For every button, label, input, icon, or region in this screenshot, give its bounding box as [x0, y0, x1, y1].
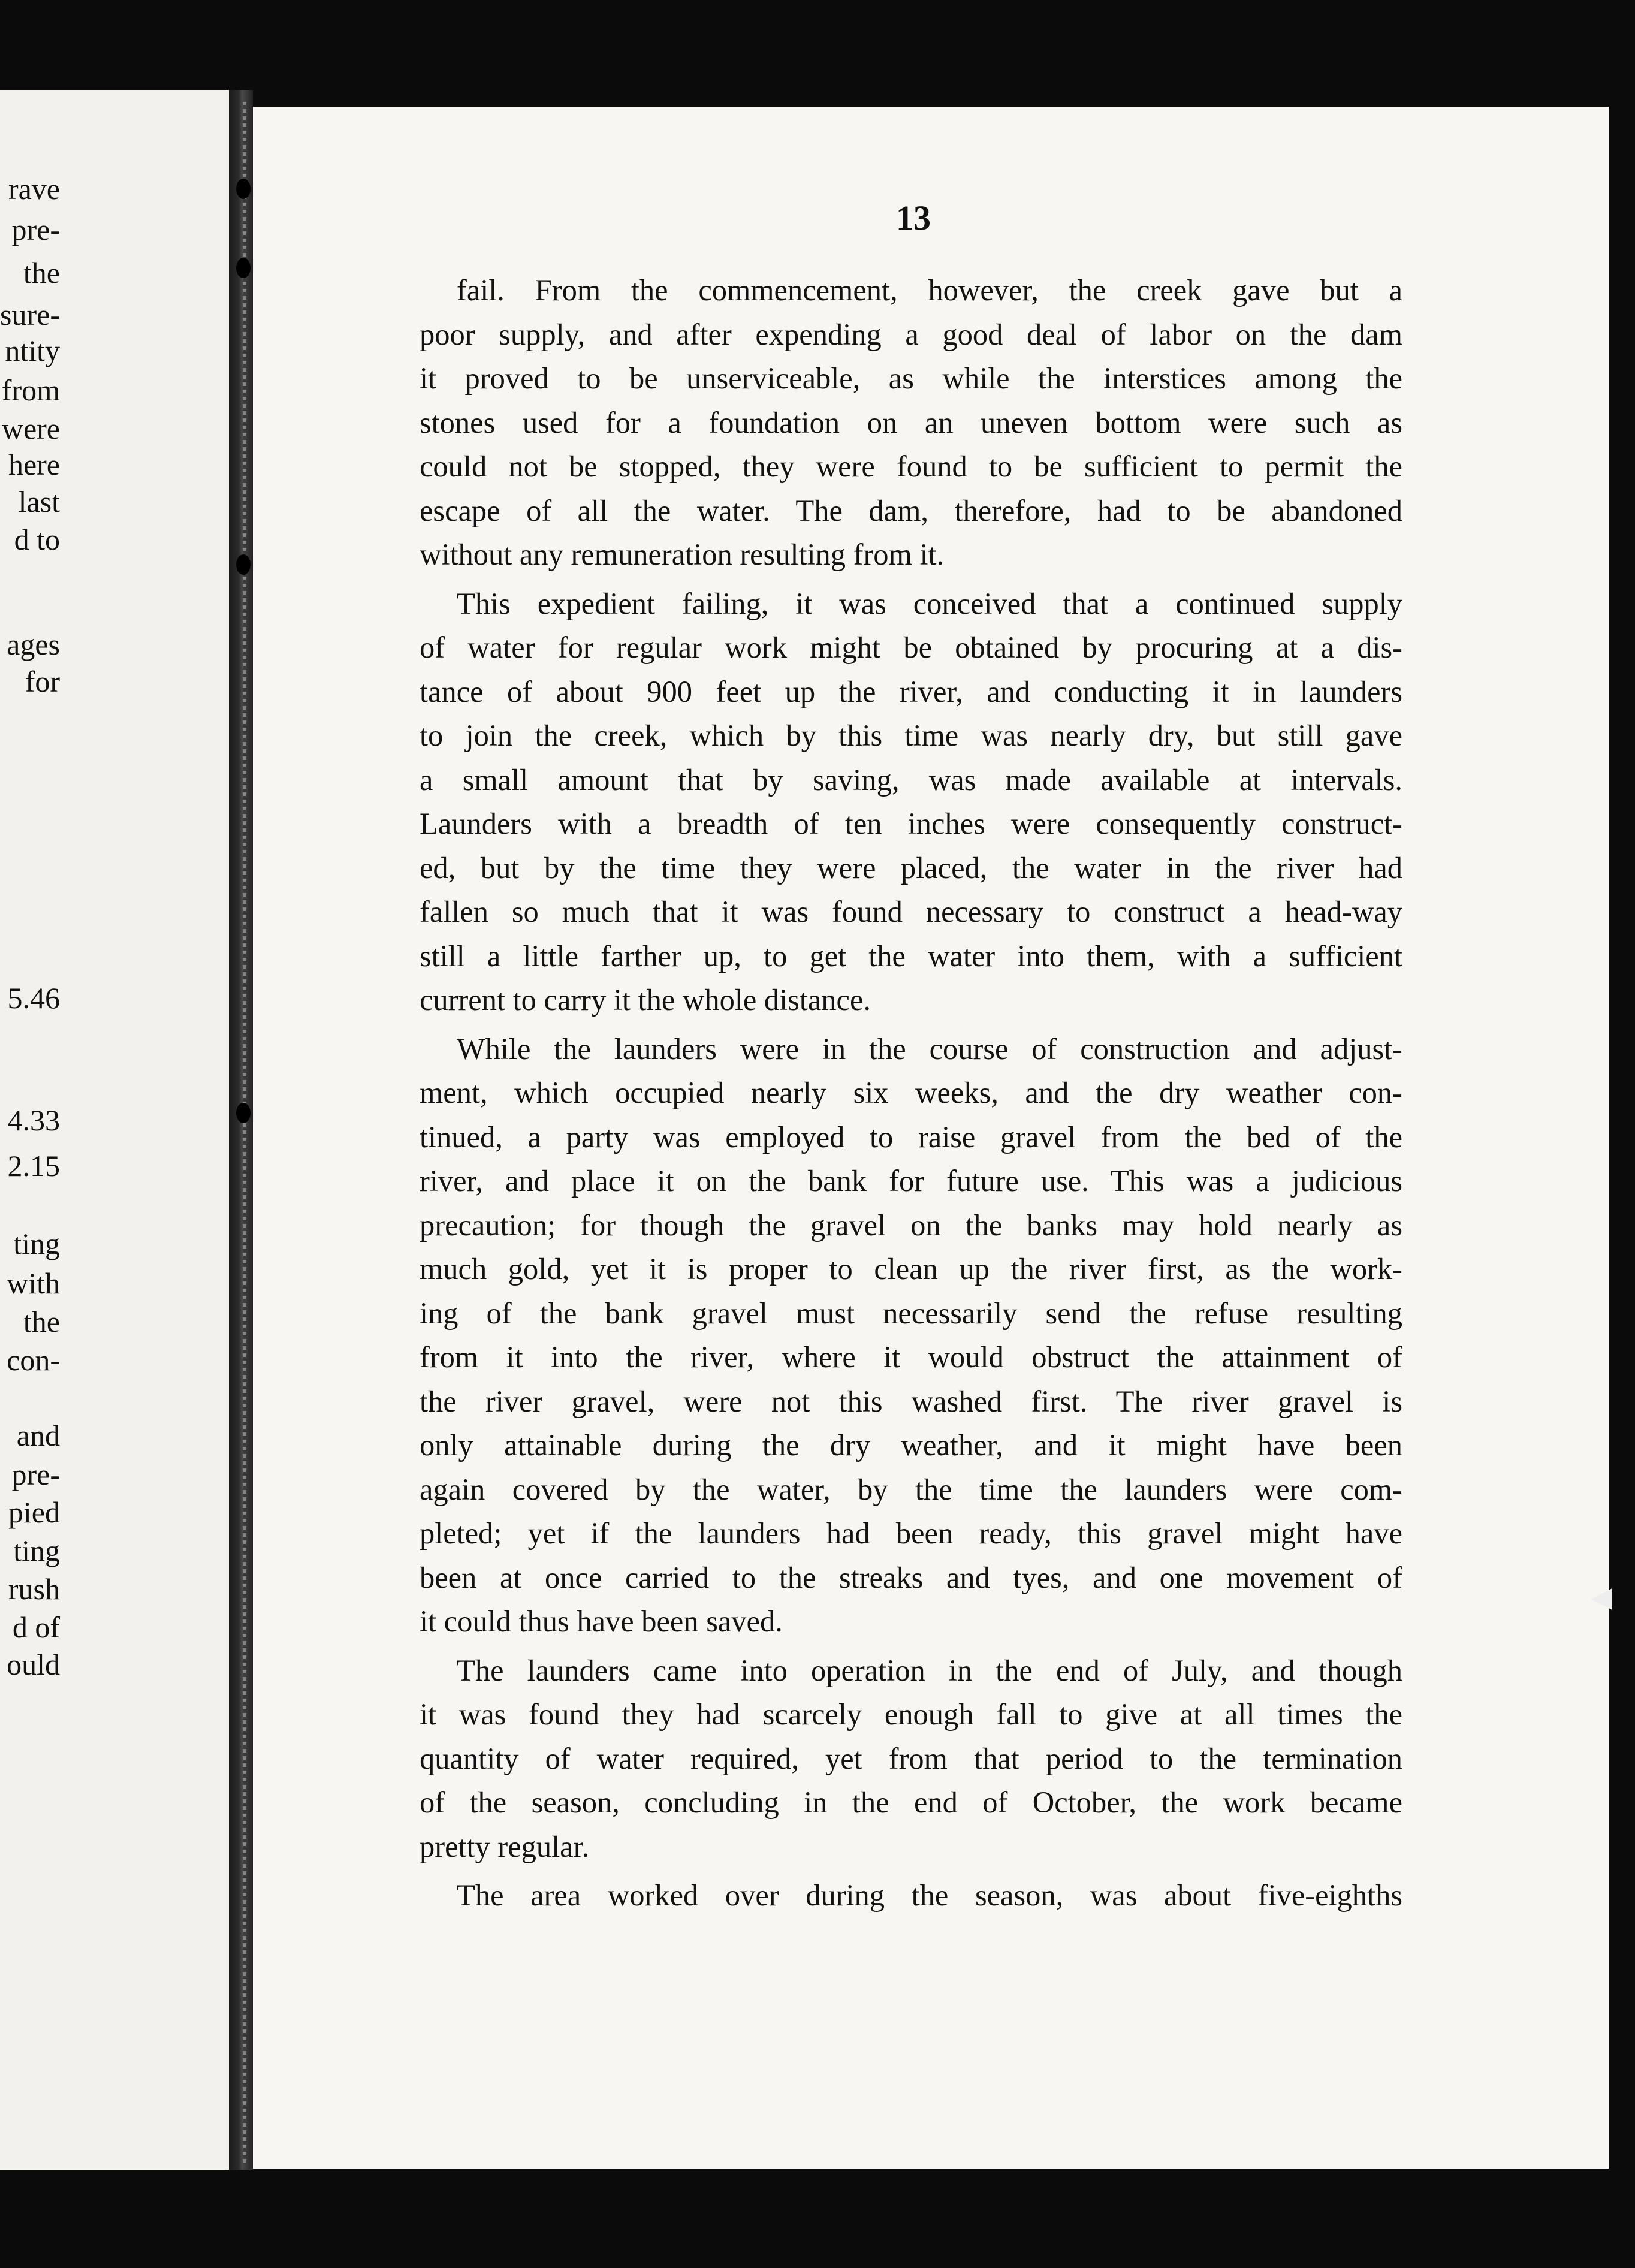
facing-page-fragment: sure- [0, 298, 60, 331]
paragraph [420, 1874, 1402, 1918]
facing-page-text [0, 90, 60, 2170]
facing-page-fragment: ages [7, 628, 60, 661]
text-line: pleted; yet if the launders had been ready, this gravel might have [420, 1516, 1402, 1550]
text-line: stones used for a foundation on an uneven bottom were such as [420, 405, 1402, 439]
text-line: escape of all the water. The dam, therefore, had to be abandoned [420, 493, 1402, 527]
text-line: current to carry it the whole distance. [420, 983, 871, 1017]
text-line: precaution; for though the gravel on the banks may hold nearly as [420, 1208, 1402, 1242]
text-line: been at once carried to the streaks and tyes, and one movement of [420, 1560, 1402, 1594]
text-line: again covered by the water, by the time the launders were com- [420, 1472, 1402, 1506]
text-line: quantity of water required, yet from that period to the termination [420, 1741, 1402, 1775]
facing-page-fragment: ting [13, 1227, 60, 1260]
text-line: it proved to be unserviceable, as while the interstices among the [420, 361, 1402, 395]
text-line: still a little farther up, to get the water into them, with a sufficient [420, 939, 1402, 973]
book-gutter [229, 90, 253, 2170]
facing-page-fragment: here [8, 448, 60, 481]
facing-page-fragment: the [23, 256, 60, 289]
text-line: much gold, yet it is proper to clean up the river first, as the work- [420, 1252, 1402, 1286]
text-line: could not be stopped, they were found to be sufficient to permit the [420, 450, 1402, 483]
text-line: the river gravel, were not this washed first. The river gravel is [420, 1384, 1402, 1418]
facing-page-fragment: were [1, 412, 60, 445]
text-line: a small amount that by saving, was made available at intervals. [420, 762, 1402, 797]
text-line: The area worked over during the season, was about five-eighths [457, 1878, 1402, 1912]
text-line: fallen so much that it was found necessary to construct a head-way [420, 895, 1402, 928]
text-line: Launders with a breadth of ten inches were consequently construct- [420, 807, 1402, 840]
facing-page-fragment: ntity [5, 334, 60, 367]
paragraph [420, 269, 1402, 577]
facing-page-fragment: ould [7, 1648, 60, 1681]
page-number: 13 [896, 198, 931, 237]
facing-page-fragment: rush [8, 1572, 60, 1606]
facing-page-fragment: 4.33 [7, 1103, 60, 1137]
text-line: poor supply, and after expending a good deal of labor on the dam [420, 317, 1402, 351]
facing-page-fragment: d of [12, 1610, 60, 1644]
text-line: of water for regular work might be obtained by procuring at a dis- [420, 631, 1402, 664]
text-line: ed, but by the time they were placed, the water in the river had [420, 850, 1402, 885]
text-line: only attainable during the dry weather, and it might have been [420, 1428, 1402, 1462]
text-line: pretty regular. [420, 1829, 590, 1863]
facing-page-fragment: from [1, 373, 60, 407]
facing-page-fragment: con- [7, 1343, 60, 1377]
body-text [420, 269, 1402, 1918]
text-line: from it into the river, where it would obstruct the attainment of [420, 1340, 1402, 1374]
facing-page-fragment: d to [14, 523, 60, 556]
text-line: While the launders were in the course of construction and adjust- [457, 1032, 1402, 1066]
paragraph [420, 1027, 1402, 1644]
binding-stitching [243, 102, 246, 2164]
facing-page-fragment: rave [8, 172, 60, 206]
text-line: of the season, concluding in the end of October, the work became [420, 1786, 1402, 1819]
facing-page-fragment: last [18, 485, 60, 518]
text-line: ment, which occupied nearly six weeks, and the dry weather con- [420, 1076, 1402, 1109]
facing-page-fragment: 2.15 [7, 1149, 60, 1183]
text-line: to join the creek, which by this time was nearly dry, but still gave [420, 719, 1402, 752]
facing-page-fragment: with [7, 1266, 60, 1300]
facing-page-fragment: pre- [11, 1458, 60, 1491]
binding-knot [236, 258, 251, 278]
facing-page-fragment: for [25, 665, 60, 698]
text-line: river, and place it on the bank for future use. This was a judicious [420, 1164, 1402, 1198]
text-line: it could thus have been saved. [420, 1605, 783, 1638]
facing-page-fragment: and [16, 1419, 60, 1452]
facing-page-fragment: pre- [11, 213, 60, 246]
text-line: it was found they had scarcely enough fall to give at all times the [420, 1697, 1402, 1731]
binding-knot [236, 179, 251, 199]
text-line: tance of about 900 feet up the river, and conducting it in launders [420, 674, 1402, 708]
paragraph [420, 1649, 1402, 1869]
text-line: This expedient failing, it was conceived that a continued supply [457, 586, 1402, 620]
text-line: ing of the bank gravel must necessarily send the refuse resulting [420, 1296, 1402, 1330]
binding-knot [236, 1103, 251, 1123]
facing-page-fragment: the [23, 1305, 60, 1338]
facing-page [0, 90, 229, 2170]
text-line: fail. From the commencement, however, the creek gave but a [457, 273, 1402, 307]
facing-page-fragment: pied [8, 1495, 60, 1529]
scanner-edge-mark [1591, 1588, 1612, 1610]
text-line: without any remuneration resulting from it. [420, 538, 945, 571]
paragraph [420, 582, 1402, 1023]
text-line: The launders came into operation in the end of July, and though [457, 1653, 1402, 1687]
facing-page-fragment: 5.46 [7, 981, 60, 1015]
facing-page-fragment: ting [13, 1534, 60, 1567]
text-line: tinued, a party was employed to raise gravel from the bed of the [420, 1120, 1402, 1154]
binding-knot [236, 554, 251, 575]
